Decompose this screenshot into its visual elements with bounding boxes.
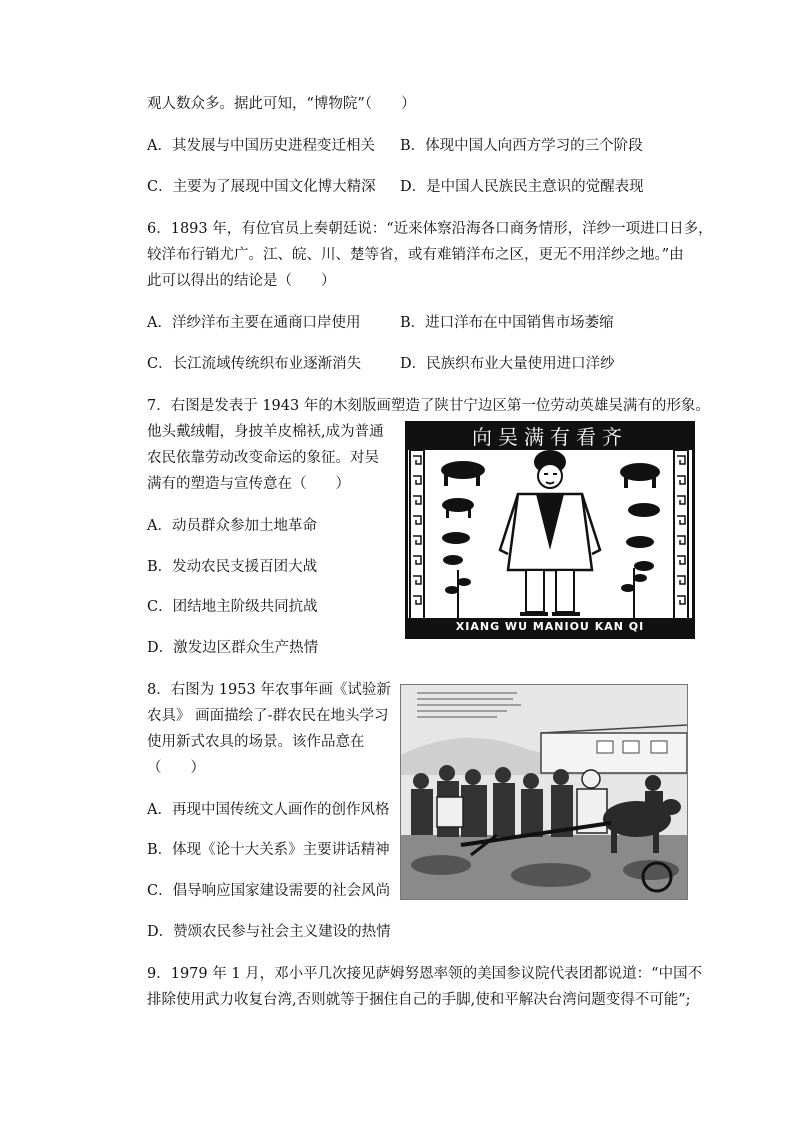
q6-stem-line1: 6．1893 年，有位官员上奏朝廷说：“近来体察沿海各口商务情形，洋纱一项进口日多， [147,221,713,237]
q7-option-d[interactable]: D．激发边区群众生产热情 [147,640,319,656]
woodcut-illustration [408,450,692,620]
q7-option-b[interactable]: B．发动农民支援百团大战 [147,559,318,575]
q8-stem-line3: 使用新式农具的场景。该作品意在 [147,734,365,750]
q8-option-c[interactable]: C．倡导响应国家建设需要的社会风尚 [147,883,391,899]
q5-option-b[interactable]: B．体现中国人向西方学习的三个阶段 [400,138,643,154]
q6-option-a[interactable]: A．洋纱洋布主要在通商口岸使用 [147,315,361,331]
q6-stem-line2: 较洋布行销尤广。江、皖、川、楚等省，或有难销洋布之区，更无不用洋纱之地。”由 [147,247,684,263]
q8-option-a[interactable]: A．再现中国传统文人画作的创作风格 [147,802,390,818]
q6-option-c[interactable]: C．长江流域传统织布业逐渐消失 [147,356,362,372]
q7-stem-line4: 满有的塑造与宣传意在（ ） [147,476,350,492]
q5-option-c[interactable]: C．主要为了展现中国文化博大精深 [147,179,376,195]
q6-option-d[interactable]: D．民族织布业大量使用进口洋纱 [400,356,615,372]
q8-option-b[interactable]: B．体现《论十大关系》主要讲话精神 [147,842,390,858]
q9-stem-line1: 9．1979 年 1 月，邓小平几次接见萨姆努恩率领的美国参议院代表团都说道：“中国不 [147,966,703,982]
q7-stem-line1: 7．右图是发表于 1943 年的木刻版画塑造了陕甘宁边区第一位劳动英雄吴满有的形象。 [147,398,710,414]
q6-option-b[interactable]: B．进口洋布在中国销售市场萎缩 [400,315,614,331]
q8-stem-line1: 8．右图为 1953 年农事年画《试验新 [147,682,391,698]
q5-stem-tail: 观人数众多。据此可知，“博物院”（ ） [147,96,416,112]
woodcut-figure [405,421,695,639]
woodcut-banner: 向吴满有看齐 [408,424,692,450]
q8-stem-line2: 农具》 画面描绘了-群农民在地头学习 [147,708,389,724]
q6-stem-line3: 此可以得出的结论是（ ） [147,273,336,289]
q7-stem-line3: 农民依靠劳动改变命运的象征。对吴 [147,450,379,466]
q5-option-a[interactable]: A．其发展与中国历史进程变迁相关 [147,138,375,154]
q5-option-d[interactable]: D．是中国人民族民主意识的觉醒表现 [400,179,644,195]
farm-tool-painting [400,684,688,900]
q7-option-a[interactable]: A．动员群众参加土地革命 [147,518,317,534]
q8-stem-line4: （ ） [147,760,205,776]
farm-illustration [401,685,687,899]
q7-stem-line2: 他头戴绒帽，身披羊皮棉袄,成为普通 [147,424,384,440]
q9-stem-line2: 排除使用武力收复台湾,否则就等于捆住自己的手脚,使和平解决台湾问题变得不可能”; [147,992,691,1008]
q7-option-c[interactable]: C．团结地主阶级共同抗战 [147,599,318,615]
q8-option-d[interactable]: D．赞颂农民参与社会主义建设的热情 [147,924,391,940]
woodcut-caption: XIANG WU MANIOU KAN QI [408,618,692,636]
